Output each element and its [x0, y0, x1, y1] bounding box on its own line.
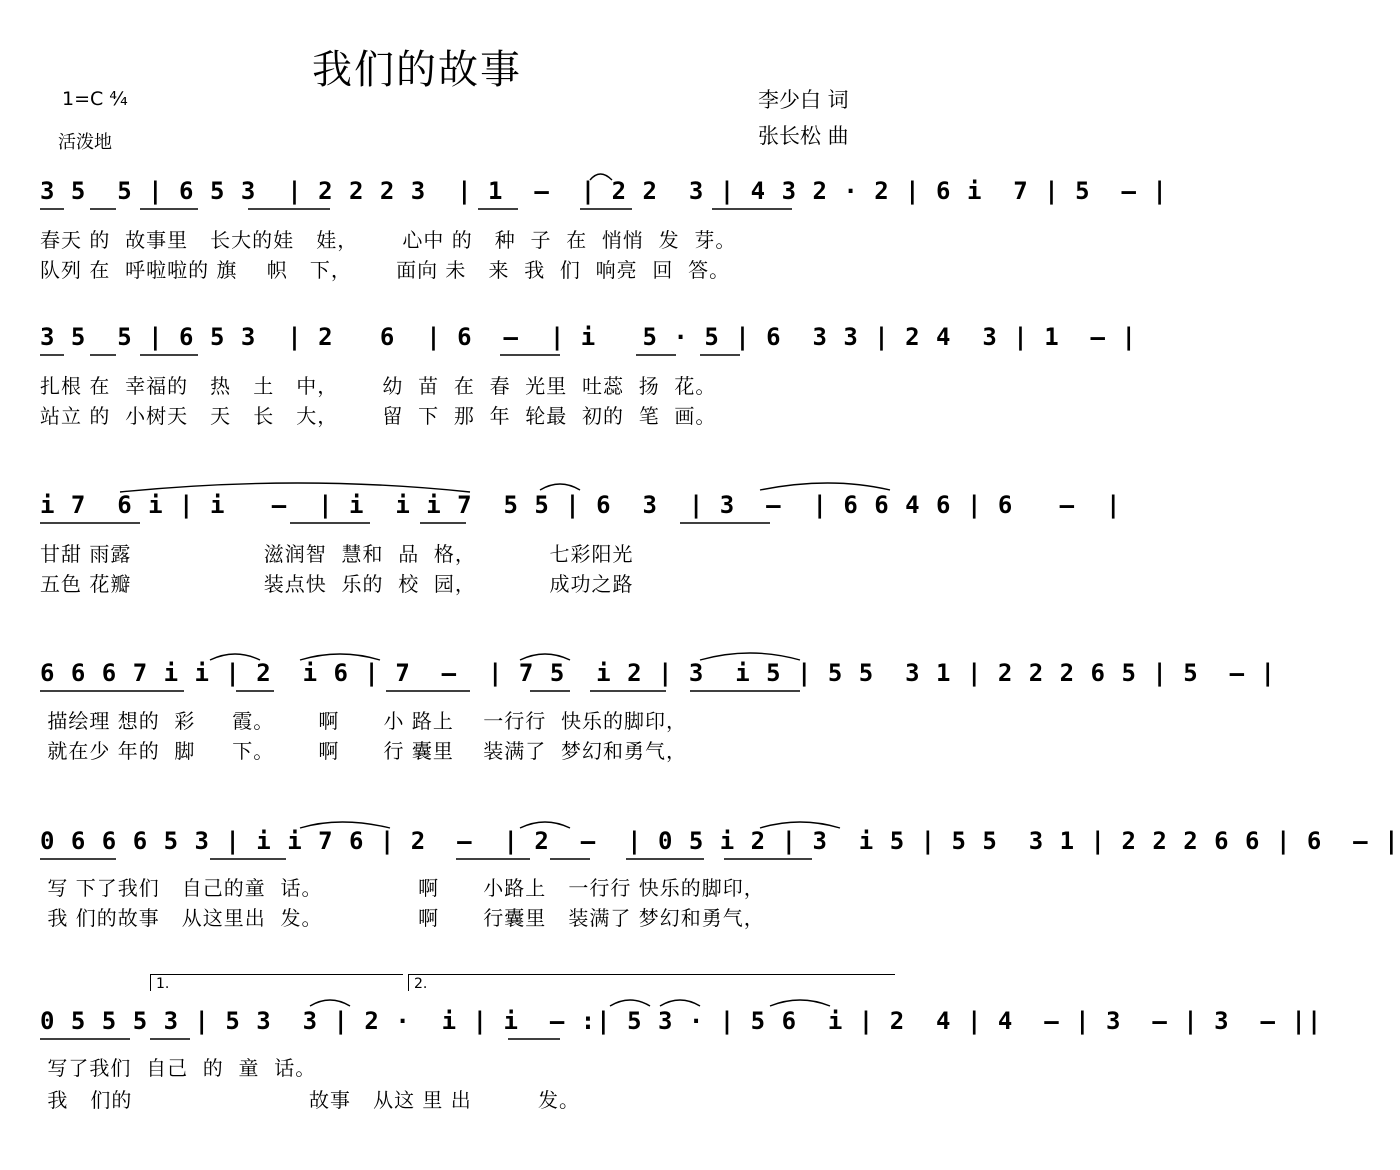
lyric-line-4-verse-1: 描绘理 想的 彩 霞。 啊 小 路上 一行行 快乐的脚印， [40, 709, 688, 733]
lyric-line-4-verse-2: 就在少 年的 脚 下。 啊 行 囊里 装满了 梦幻和勇气， [40, 739, 688, 763]
lyric-line-2-verse-1: 扎根 在 幸福的 热 土 中， 幼 苗 在 春 光里 吐蕊 扬 花。 [40, 374, 717, 398]
slur-mark [120, 483, 470, 492]
duration-underlines [40, 209, 812, 1039]
lyricist-credit: 李少白 词 [758, 88, 849, 112]
slur-mark [520, 654, 570, 660]
lyric-line-6-verse-1: 写了我们 自己 的 童 话。 [40, 1056, 317, 1080]
notation-line-6: 0 5 5 5 3 | 5 3 3 | 2 · i | i – :| 5 3 · | 5 6 i | 2 4 | 4 – | 3 – | 3 – || [40, 1007, 1323, 1035]
slur-mark [760, 483, 890, 490]
notation-line-4: 6 6 6 7 i i | 2 i 6 | 7 – | 7 5 i 2 | 3 i 5 | 5 5 3 1 | 2 2 2 6 5 | 5 – | [40, 659, 1276, 687]
lyric-line-5-verse-2: 我 们的故事 从这里出 发。 啊 行囊里 装满了 梦幻和勇气， [40, 906, 765, 930]
slur-mark [300, 654, 380, 660]
lyric-line-1-verse-2: 队列 在 呼啦啦的 旗 帜 下， 面向 未 来 我 们 响亮 回 答。 [40, 258, 731, 282]
slur-mark [760, 822, 840, 828]
slur-mark [520, 822, 570, 828]
notation-line-2: 3 5 5 | 6 5 3 | 2 6 | 6 – | i 5 · 5 | 6 3 3 | 2 4 3 | 1 – | [40, 323, 1137, 351]
lyric-line-2-verse-2: 站立 的 小树天 天 长 大， 留 下 那 年 轮最 初的 笔 画。 [40, 404, 717, 428]
lyric-line-3-verse-2: 五色 花瓣 装点快 乐的 校 园， 成功之路 [40, 572, 634, 596]
slur-mark [590, 174, 612, 180]
lyric-line-3-verse-1: 甘甜 雨露 滋润智 慧和 品 格， 七彩阳光 [40, 542, 634, 566]
lyric-line-5-verse-1: 写 下了我们 自己的童 话。 啊 小路上 一行行 快乐的脚印， [40, 876, 765, 900]
lyric-line-1-verse-1: 春天 的 故事里 长大的娃 娃， 心中 的 种 子 在 悄悄 发 芽。 [40, 228, 737, 252]
slur-mark [770, 1000, 830, 1006]
slur-mark [660, 1000, 700, 1006]
notation-line-5: 0 6 6 6 5 3 | i i 7 6 | 2 – | 2 – | 0 5 i 2 | 3 i 5 | 5 5 3 1 | 2 2 2 6 6 | 6 – | [40, 827, 1400, 855]
slur-mark [300, 822, 390, 828]
slur-marks [120, 174, 890, 1006]
composer-credit: 张长松 曲 [758, 124, 849, 148]
slur-mark [540, 484, 580, 490]
tempo-marking: 活泼地 [58, 132, 112, 153]
song-title: 我们的故事 [312, 47, 522, 93]
first-ending-label: 1. [156, 976, 170, 992]
second-ending-label: 2. [414, 976, 428, 992]
slur-mark [310, 1000, 350, 1006]
slur-mark [700, 653, 800, 660]
notation-line-3: i 7 6 i | i – | i i i 7 5 5 | 6 3 | 3 – | 6 6 4 6 | 6 – | [40, 491, 1122, 519]
lyric-line-6-verse-2: 我 们的 故事 从这 里 出 发。 [40, 1088, 581, 1112]
slur-mark [610, 1000, 650, 1006]
slur-mark [210, 654, 260, 660]
notation-line-1: 3 5 5 | 6 5 3 | 2 2 2 3 | 1 – | 2 2 3 | 4 3 2 · 2 | 6 i 7 | 5 – | [40, 177, 1168, 205]
key-signature: 1=C ⁴⁄₄ [62, 88, 128, 110]
